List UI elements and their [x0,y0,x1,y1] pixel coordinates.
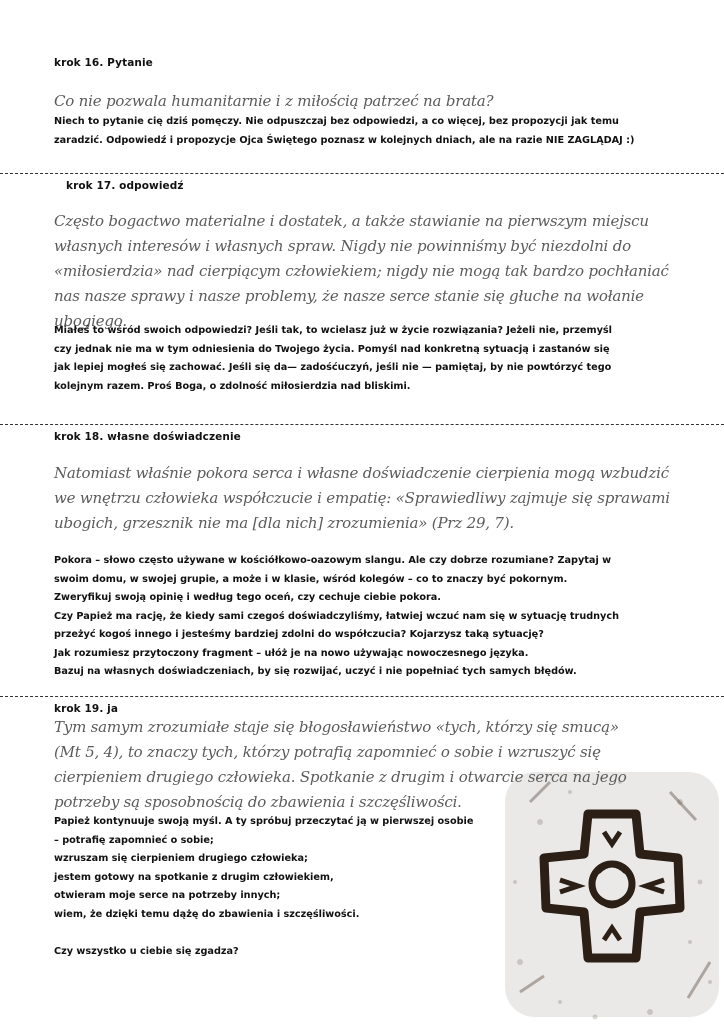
text-line: Bazuj na własnych doświadczeniach, by się rozwijać, uczyć i nie popełniać tych samych błędów. [54,666,577,677]
text-line: kolejnym razem. Proś Boga, o zdolność miłosierdzia nad bliskimi. [54,380,411,392]
step-18-title: krok 18. własne doświadczenie [54,431,241,443]
text-line: czy jednak nie ma w tym odniesienia do Twojego życia. Pomyśl nad konkretną sytuacją i zastanów się [54,343,610,355]
text-line: Papież kontynuuje swoją myśl. A ty spróbuj przeczytać ją w pierwszej osobie [54,816,474,827]
text-line [54,924,674,943]
step-19-text [54,813,674,961]
step-17-quote: Często bogactwo materialne i dostatek, a także stawianie na pierwszym miejscu własnych interesów i własnych spraw. Nigdy nie powinniśmy być niezdolni do «miłosierdzia» nad cierpiącym człowiekiem; nigdy nie mogą tak bardzo pochłaniać nas nasze sprawy i nasze problemy, że nasze serce stanie się głuche na wołanie ubogiego. [54,212,669,330]
text-line: Niech to pytanie cię dziś pomęczy. Nie odpuszczaj bez odpowiedzi, a co więcej, bez propozycji jak temu [54,116,619,127]
text-line: Jak rozumiesz przytoczony fragment – ułóż je na nowo używając nowoczesnego języka. [54,647,529,659]
text-line: wzruszam się cierpieniem drugiego człowieka; [54,853,308,864]
step-19-quote: Tym samym zrozumiałe staje się błogosławieństwo «tych, którzy się smucą» (Mt 5, 4), to znaczy tych, którzy potrafią zapomnieć o sobie i wzruszyć się cierpieniem drugiego człowieka. Spotkanie z drugim i otwarcie serca na jego potrzeby są sposobnością do zbawienia i szczęśliwości. [54,718,627,811]
step-18-quote: Natomiast właśnie pokora serca i własne doświadczenie cierpienia mogą wzbudzić we wnętrzu człowieka współczucie i empatię: «Sprawiedliwy zajmuje się sprawami ubogich, grzesznik nie ma [dla nich] zrozumienia» (Prz 29, 7). [54,464,670,532]
text-line: jestem gotowy na spotkanie z drugim człowiekiem, [54,871,334,883]
text-line: otwieram moje serce na potrzeby innych; [54,890,281,901]
step-17-text [54,322,674,396]
text-line: Pokora – słowo często używane w kościółkowo-oazowym slangu. Ale czy dobrze rozumiane? Zapytaj w [54,555,612,566]
section-divider [0,173,724,174]
text-line: Zweryfikuj swoją opinię i według tego oceń, czy cechuje ciebie pokora. [54,592,441,603]
text-line: wiem, że dzięki temu dążę do zbawienia i szczęśliwości. [54,908,360,920]
text-line: jak lepiej mogłeś się zachować. Jeśli się da— zadośćuczyń, jeśli nie — pamiętaj, by nie powtórzyć tego [54,362,612,373]
text-line: przeżyć kogoś innego i jesteśmy bardziej zdolni do współczucia? Kojarzysz taką sytuację? [54,629,544,640]
step-19-title: krok 19. ja [54,703,119,715]
step-16-title: krok 16. Pytanie [54,57,153,69]
step-16-text [54,113,674,150]
text-line: Czy Papież ma rację, że kiedy sami czegoś doświadczyliśmy, łatwiej wczuć nam się w sytuację trudnych [54,610,620,622]
section-divider [0,696,724,697]
step-18-text [54,552,674,682]
step-17-title: krok 17. odpowiedź [66,180,184,192]
text-line: zaradzić. Odpowiedź i propozycje Ojca Świętego poznasz w kolejnych dniach, ale na razie NIE ZAGLĄDAJ :) [54,134,635,146]
closing-question: Czy wszystko u ciebie się zgadza? [54,945,239,957]
text-line: – potrafię zapomnieć o sobie; [54,834,214,846]
text-line: swoim domu, w swojej grupie, a może i w klasie, wśród kolegów – co to znaczy być pokornym. [54,573,568,585]
section-divider [0,424,724,425]
text-line: Miałeś to wśród swoich odpowiedzi? Jeśli tak, to wcielasz już w życie rozwiązania? Jeżeli nie, przemyśl [54,325,612,336]
step-16-quote: Co nie pozwala humanitarnie i z miłością patrzeć na brata? [54,92,494,110]
